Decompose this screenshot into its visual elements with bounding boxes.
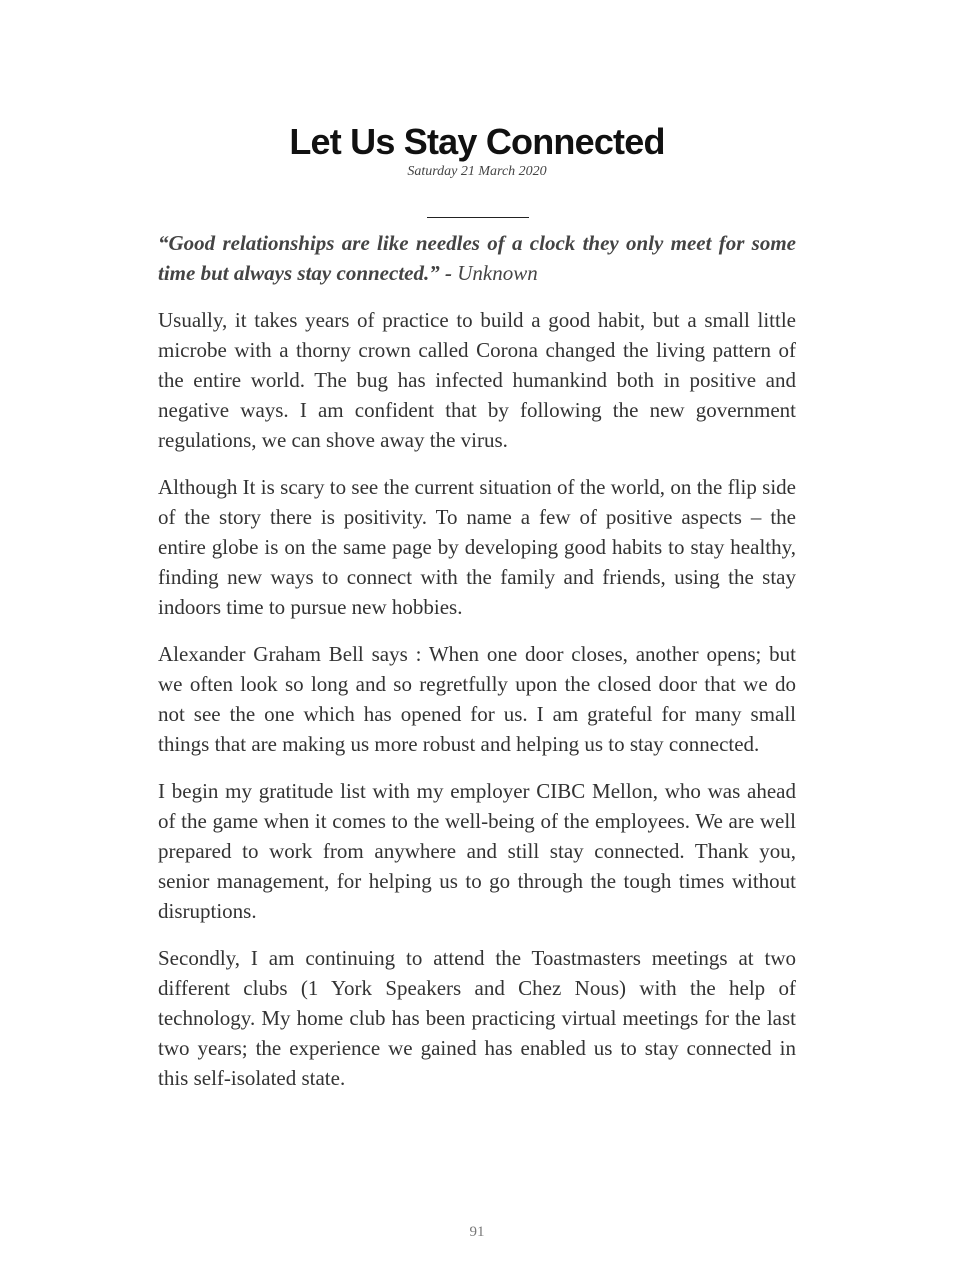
title-divider [427, 217, 529, 218]
body-paragraph: I begin my gratitude list with my employer CIBC Mellon, who was ahead of the game when it comes to the well-being of the employees. We are well prepared to work from anywhere and still stay connected. Thank you, senior management, for helping us to go through the tough times without disruptions. [158, 779, 796, 923]
body-paragraph: Usually, it takes years of practice to build a good habit, but a small little microbe with a thorny crown called Corona changed the living pattern of the entire world. The bug has infected humankind both in positive and negative ways. I am confident that by following the new government regulations, we can shove away the virus. [158, 308, 796, 452]
quote-text: “Good relationships are like needles of a clock they only meet for some time but always stay connected.” [158, 231, 796, 285]
quote-author: Unknown [457, 261, 538, 285]
article-date: Saturday 21 March 2020 [407, 164, 547, 179]
body-paragraph: Alexander Graham Bell says : When one door closes, another opens; but we often look so long and so regretfully upon the closed door that we do not see the one which has opened for us. I am grateful for many small things that are making us more robust and helping us to stay connected. [158, 642, 796, 756]
article-title: Let Us Stay Connected [289, 121, 665, 162]
article-body [158, 228, 796, 1110]
body-paragraph: Although It is scary to see the current situation of the world, on the flip side of the story there is positivity. To name a few of positive aspects – the entire globe is on the same page by developing good habits to stay healthy, finding new ways to connect with the family and friends, using the stay indoors time to pursue new hobbies. [158, 475, 796, 619]
page-number: 91 [469, 1224, 485, 1240]
epigraph-quote [158, 228, 796, 288]
quote-separator: - [439, 261, 458, 285]
body-paragraph: Secondly, I am continuing to attend the Toastmasters meetings at two different clubs (1 York Speakers and Chez Nous) with the help of technology. My home club has been practicing virtual meetings for the last two years; the experience we gained has enabled us to stay connected in this self-isolated state. [158, 946, 796, 1090]
